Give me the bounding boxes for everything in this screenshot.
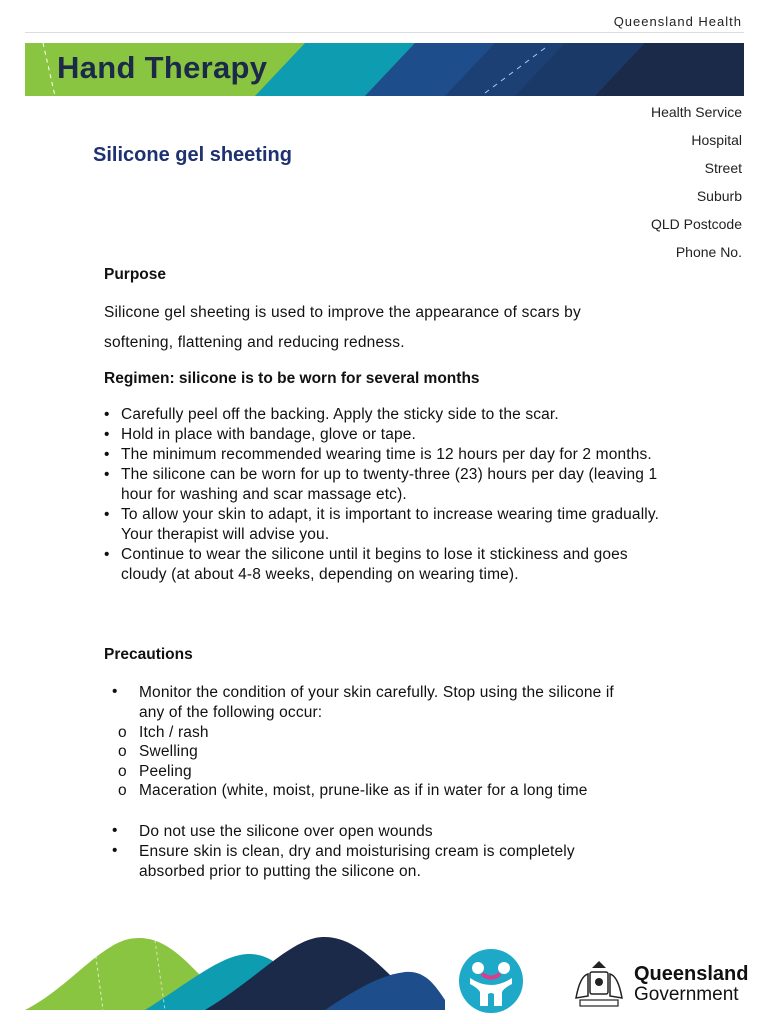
address-postcode: QLD Postcode: [650, 216, 742, 232]
regimen-item: • Continue to wear the silicone until it begins to lose it stickiness and goes cloudy (at about 4-8 weeks, depending on wearing time).: [104, 546, 628, 583]
sub-bullet: o: [118, 743, 127, 760]
sub-item-maceration: Maceration (white, moist, prune-like as if in water for a long time: [139, 782, 588, 799]
purpose-heading: Purpose: [104, 266, 167, 283]
queensland-government-wordmark: Queensland: [634, 963, 749, 985]
footer-wave-graphic: [25, 930, 445, 1010]
precaution-skin-clean-line-2: absorbed prior to putting the silicone on.: [139, 863, 422, 880]
queensland-crest-icon: [570, 958, 628, 1010]
bullet: •: [112, 842, 118, 859]
queensland-health-logo-text: Queensland Health: [613, 14, 742, 29]
regimen-list: [104, 405, 674, 585]
sub-bullet: o: [118, 782, 127, 799]
document-title: Silicone gel sheeting: [93, 144, 292, 166]
purpose-line-2: softening, flattening and reducing redness.: [104, 334, 405, 351]
queensland-government-wordmark-line-2: Government: [634, 984, 739, 1005]
sub-item-swelling: Swelling: [139, 743, 198, 760]
banner-title: Hand Therapy: [57, 50, 268, 85]
regimen-item: • Hold in place with bandage, glove or tape.: [104, 426, 416, 443]
mental-health-logo-icon: [458, 948, 524, 1014]
regimen-item: • The minimum recommended wearing time is 12 hours per day for 2 months.: [104, 446, 652, 463]
address-street: Street: [704, 160, 742, 176]
precautions-heading: Precautions: [104, 646, 193, 663]
address-phone: Phone No.: [675, 244, 742, 260]
regimen-item: • The silicone can be worn for up to twenty-three (23) hours per day (leaving 1 hour for washing and scar massage etc).: [104, 466, 658, 503]
address-hospital: Hospital: [691, 132, 742, 148]
address-health-service: Health Service: [650, 104, 742, 120]
sub-bullet: o: [118, 724, 127, 741]
address-suburb: Suburb: [696, 188, 742, 204]
sub-item-itch: Itch / rash: [139, 724, 209, 741]
header-divider: [25, 32, 744, 33]
precaution-open-wounds: Do not use the silicone over open wounds: [139, 823, 433, 840]
sub-bullet: o: [118, 763, 127, 780]
regimen-heading: Regimen: silicone is to be worn for several months: [104, 370, 480, 387]
purpose-line-1: Silicone gel sheeting is used to improve the appearance of scars by: [104, 304, 581, 321]
precaution-monitor-line-1: Monitor the condition of your skin carefully. Stop using the silicone if: [139, 684, 614, 701]
precaution-monitor-line-2: any of the following occur:: [139, 704, 323, 721]
bullet: •: [112, 822, 118, 839]
regimen-item: • Carefully peel off the backing. Apply the sticky side to the scar.: [104, 406, 559, 423]
precaution-skin-clean-line-1: Ensure skin is clean, dry and moisturising cream is completely: [139, 843, 575, 860]
regimen-item: • To allow your skin to adapt, it is important to increase wearing time gradually. Your therapist will advise you.: [104, 506, 660, 543]
sub-item-peeling: Peeling: [139, 763, 192, 780]
bullet: •: [112, 683, 118, 700]
